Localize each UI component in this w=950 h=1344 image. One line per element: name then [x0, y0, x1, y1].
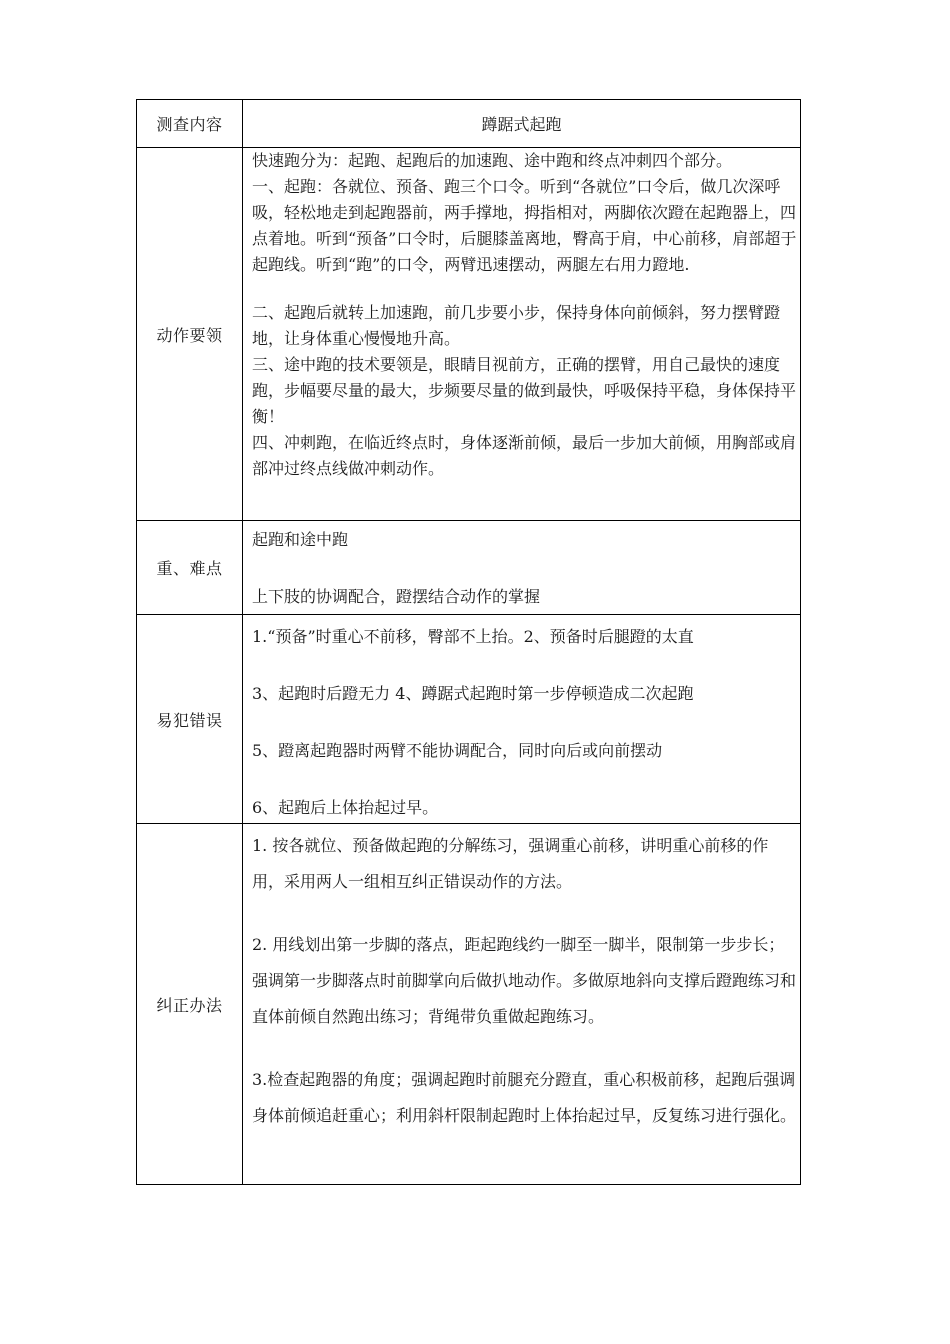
action-paragraph: 四、冲刺跑，在临近终点时，身体逐渐前倾，最后一步加大前倾，用胸部或肩部冲过终点线做冲刺动作。 [252, 433, 797, 478]
header-label: 测查内容 [137, 100, 243, 148]
table-row-fix [137, 824, 801, 1185]
row-content-fix [243, 824, 801, 1185]
key-paragraph: 上下肢的协调配合，蹬摆结合动作的掌握 [252, 587, 541, 606]
row-content-action [243, 148, 801, 521]
row-label-action: 动作要领 [137, 148, 243, 521]
table-row-key [137, 521, 801, 615]
error-paragraph: 6、起跑后上体抬起过早。 [252, 798, 439, 817]
action-paragraph: 三、途中跑的技术要领是，眼睛目视前方，正确的摆臂，用自己最快的速度跑，步幅要尽量的最大，步频要尽量的做到最快，呼吸保持平稳，身体保持平衡！ [252, 355, 797, 426]
fix-paragraph: 2. 用线划出第一步脚的落点，距起跑线约一脚至一脚半，限制第一步步长；强调第一步脚落点时前脚掌向后做扒地动作。多做原地斜向支撑后蹬跑练习和直体前倾自然跑出练习；背绳带负重做起跑练习。 [252, 935, 797, 1026]
error-paragraph: 3、起跑时后蹬无力 4、蹲踞式起跑时第一步停顿造成二次起跑 [252, 684, 694, 703]
lesson-table [136, 99, 801, 1185]
row-content-errors [243, 615, 801, 824]
action-paragraph: 快速跑分为：起跑、起跑后的加速跑、途中跑和终点冲刺四个部分。 [252, 151, 733, 170]
row-label-fix: 纠正办法 [137, 824, 243, 1185]
row-content-key [243, 521, 801, 615]
key-paragraph: 起跑和途中跑 [252, 530, 349, 549]
row-label-key: 重、难点 [137, 521, 243, 615]
header-title: 蹲踞式起跑 [243, 100, 801, 148]
row-label-errors: 易犯错误 [137, 615, 243, 824]
fix-paragraph: 3.检查起跑器的角度；强调起跑时前腿充分蹬直，重心积极前移，起跑后强调身体前倾追赶重心；利用斜杆限制起跑时上体抬起过早，反复练习进行强化。 [252, 1070, 797, 1125]
error-paragraph: 5、蹬离起跑器时两臂不能协调配合，同时向后或向前摆动 [252, 741, 663, 760]
table-row-errors [137, 615, 801, 824]
table-row-action [137, 148, 801, 521]
fix-paragraph: 1. 按各就位、预备做起跑的分解练习，强调重心前移，讲明重心前移的作用，采用两人一组相互纠正错误动作的方法。 [252, 836, 769, 891]
action-paragraph: 二、起跑后就转上加速跑，前几步要小步，保持身体向前倾斜，努力摆臂蹬地，让身体重心慢慢地升高。 [252, 303, 781, 348]
error-paragraph: 1.“预备”时重心不前移，臀部不上抬。2、预备时后腿蹬的太直 [252, 627, 694, 646]
table-header-row [137, 100, 801, 148]
action-paragraph: 一、起跑：各就位、预备、跑三个口令。听到“各就位”口令后，做几次深呼吸，轻松地走到起跑器前，两手撑地，拇指相对，两脚依次蹬在起跑器上，四点着地。听到“预备”口令时，后腿膝盖离地，臀高于肩，中心前移，肩部超于起跑线。听到“跑”的口令，两臂迅速摆动，两腿左右用力蹬地. [252, 177, 797, 274]
